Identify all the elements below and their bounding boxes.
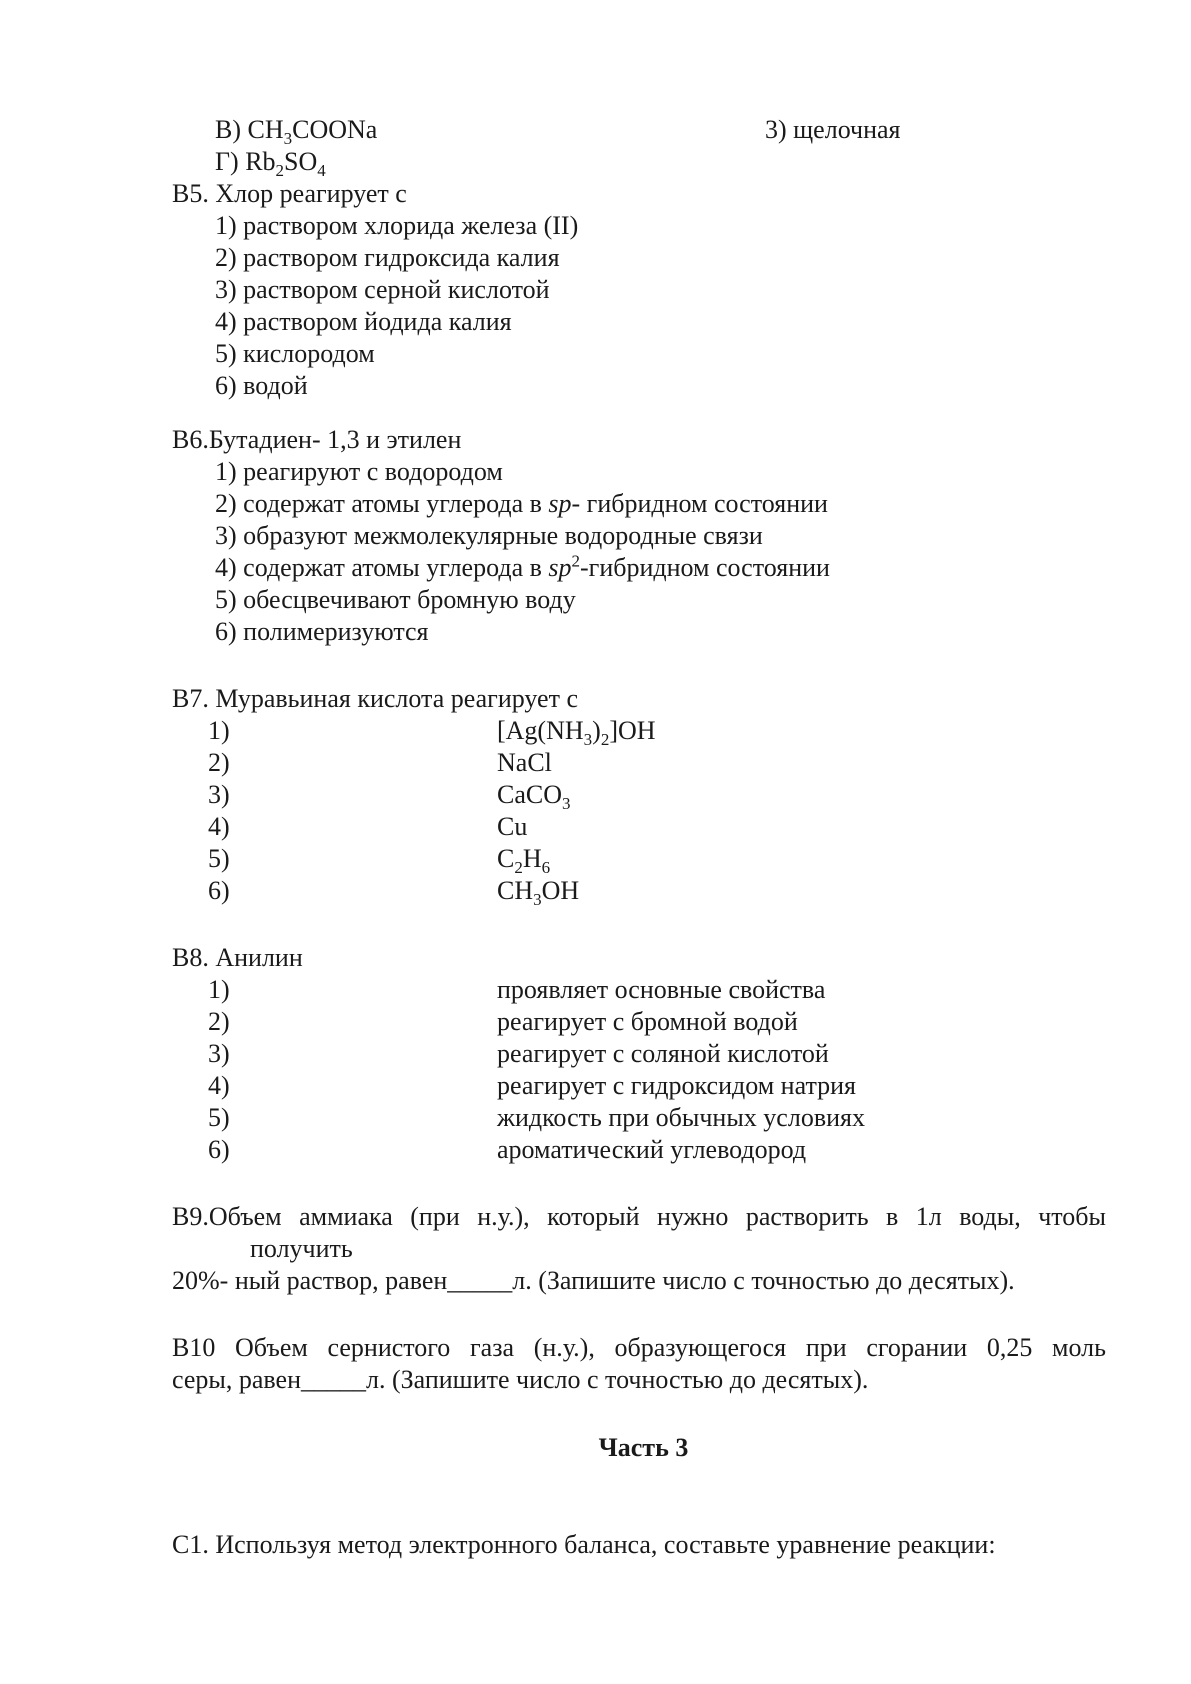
part-3-heading: Часть 3	[598, 1433, 689, 1462]
b8-number-3: 3)	[208, 1039, 230, 1068]
b7-formula-5: $C_2H_6$	[497, 844, 551, 878]
b10-line-2: серы, равен_____л. (Запишите число с точностью до десятых).	[172, 1365, 869, 1394]
b6-option-6: 6) полимеризуются	[215, 617, 429, 646]
prev-item-g: Г) $Rb_2SO_4$	[215, 147, 326, 181]
b5-option-1: 1) раствором хлорида железа (II)	[215, 211, 579, 240]
b6-option-5: 5) обесцвечивают бромную воду	[215, 585, 576, 614]
b9-line-2: получить	[250, 1234, 353, 1263]
prev-item-v: В) $CH_3COONa$	[215, 115, 378, 149]
b6-option-4: 4) содержат атомы углерода в $sp^2$-гибридном состоянии	[215, 551, 830, 582]
b8-option-4: реагирует с гидроксидом натрия	[497, 1071, 856, 1100]
b8-option-2: реагирует с бромной водой	[497, 1007, 798, 1036]
b6-title: В6.Бутадиен- 1,3 и этилен	[172, 425, 462, 454]
b5-title: В5. Хлор реагирует с	[172, 179, 407, 208]
b7-formula-2: NaCl	[497, 748, 552, 777]
b7-number-4: 4)	[208, 812, 230, 841]
b8-option-5: жидкость при обычных условиях	[497, 1103, 865, 1132]
b5-option-2: 2) раствором гидроксида калия	[215, 243, 560, 272]
b8-number-5: 5)	[208, 1103, 230, 1132]
b8-number-6: 6)	[208, 1135, 230, 1164]
b8-option-1: проявляет основные свойства	[497, 975, 826, 1004]
b7-formula-3: CaCO$_3$	[497, 780, 571, 814]
b8-number-4: 4)	[208, 1071, 230, 1100]
b7-number-5: 5)	[208, 844, 230, 873]
b6-option-2: 2) содержат атомы углерода в sp- гибридном состоянии	[215, 489, 828, 518]
prev-answer-3: 3) щелочная	[765, 115, 901, 144]
b8-option-3: реагирует с соляной кислотой	[497, 1039, 829, 1068]
b5-option-3: 3) раствором серной кислотой	[215, 275, 550, 304]
b7-number-1: 1)	[208, 716, 230, 745]
b8-option-6: ароматический углеводород	[497, 1135, 807, 1164]
b7-formula-4: Cu	[497, 812, 528, 841]
b7-title: В7. Муравьиная кислота реагирует с	[172, 684, 578, 713]
b8-number-2: 2)	[208, 1007, 230, 1036]
b7-number-2: 2)	[208, 748, 230, 777]
b5-option-4: 4) раствором йодида калия	[215, 307, 512, 336]
b9-line-3: 20%- ный раствор, равен_____л. (Запишите число с точностью до десятых).	[172, 1266, 1015, 1295]
b7-formula-6: $CH_3OH$	[497, 876, 580, 910]
b7-formula-1: $[Ag(NH_3)_2]OH$	[497, 716, 656, 750]
b9-line-1: В9.Объем аммиака (при н.у.), который нужно растворить в 1л воды, чтобы	[172, 1202, 1106, 1231]
b5-option-6: 6) водой	[215, 371, 308, 400]
b7-number-3: 3)	[208, 780, 230, 809]
b10-line-1: В10 Объем сернистого газа (н.у.), образующегося при сгорании 0,25 моль	[172, 1333, 1106, 1362]
b6-option-1: 1) реагируют с водородом	[215, 457, 503, 486]
c1-text: С1. Используя метод электронного баланса, составьте уравнение реакции:	[172, 1530, 996, 1559]
b8-number-1: 1)	[208, 975, 230, 1004]
b7-number-6: 6)	[208, 876, 230, 905]
b6-option-3: 3) образуют межмолекулярные водородные связи	[215, 521, 763, 550]
b5-option-5: 5) кислородом	[215, 339, 375, 368]
b8-title: В8. Анилин	[172, 943, 303, 972]
